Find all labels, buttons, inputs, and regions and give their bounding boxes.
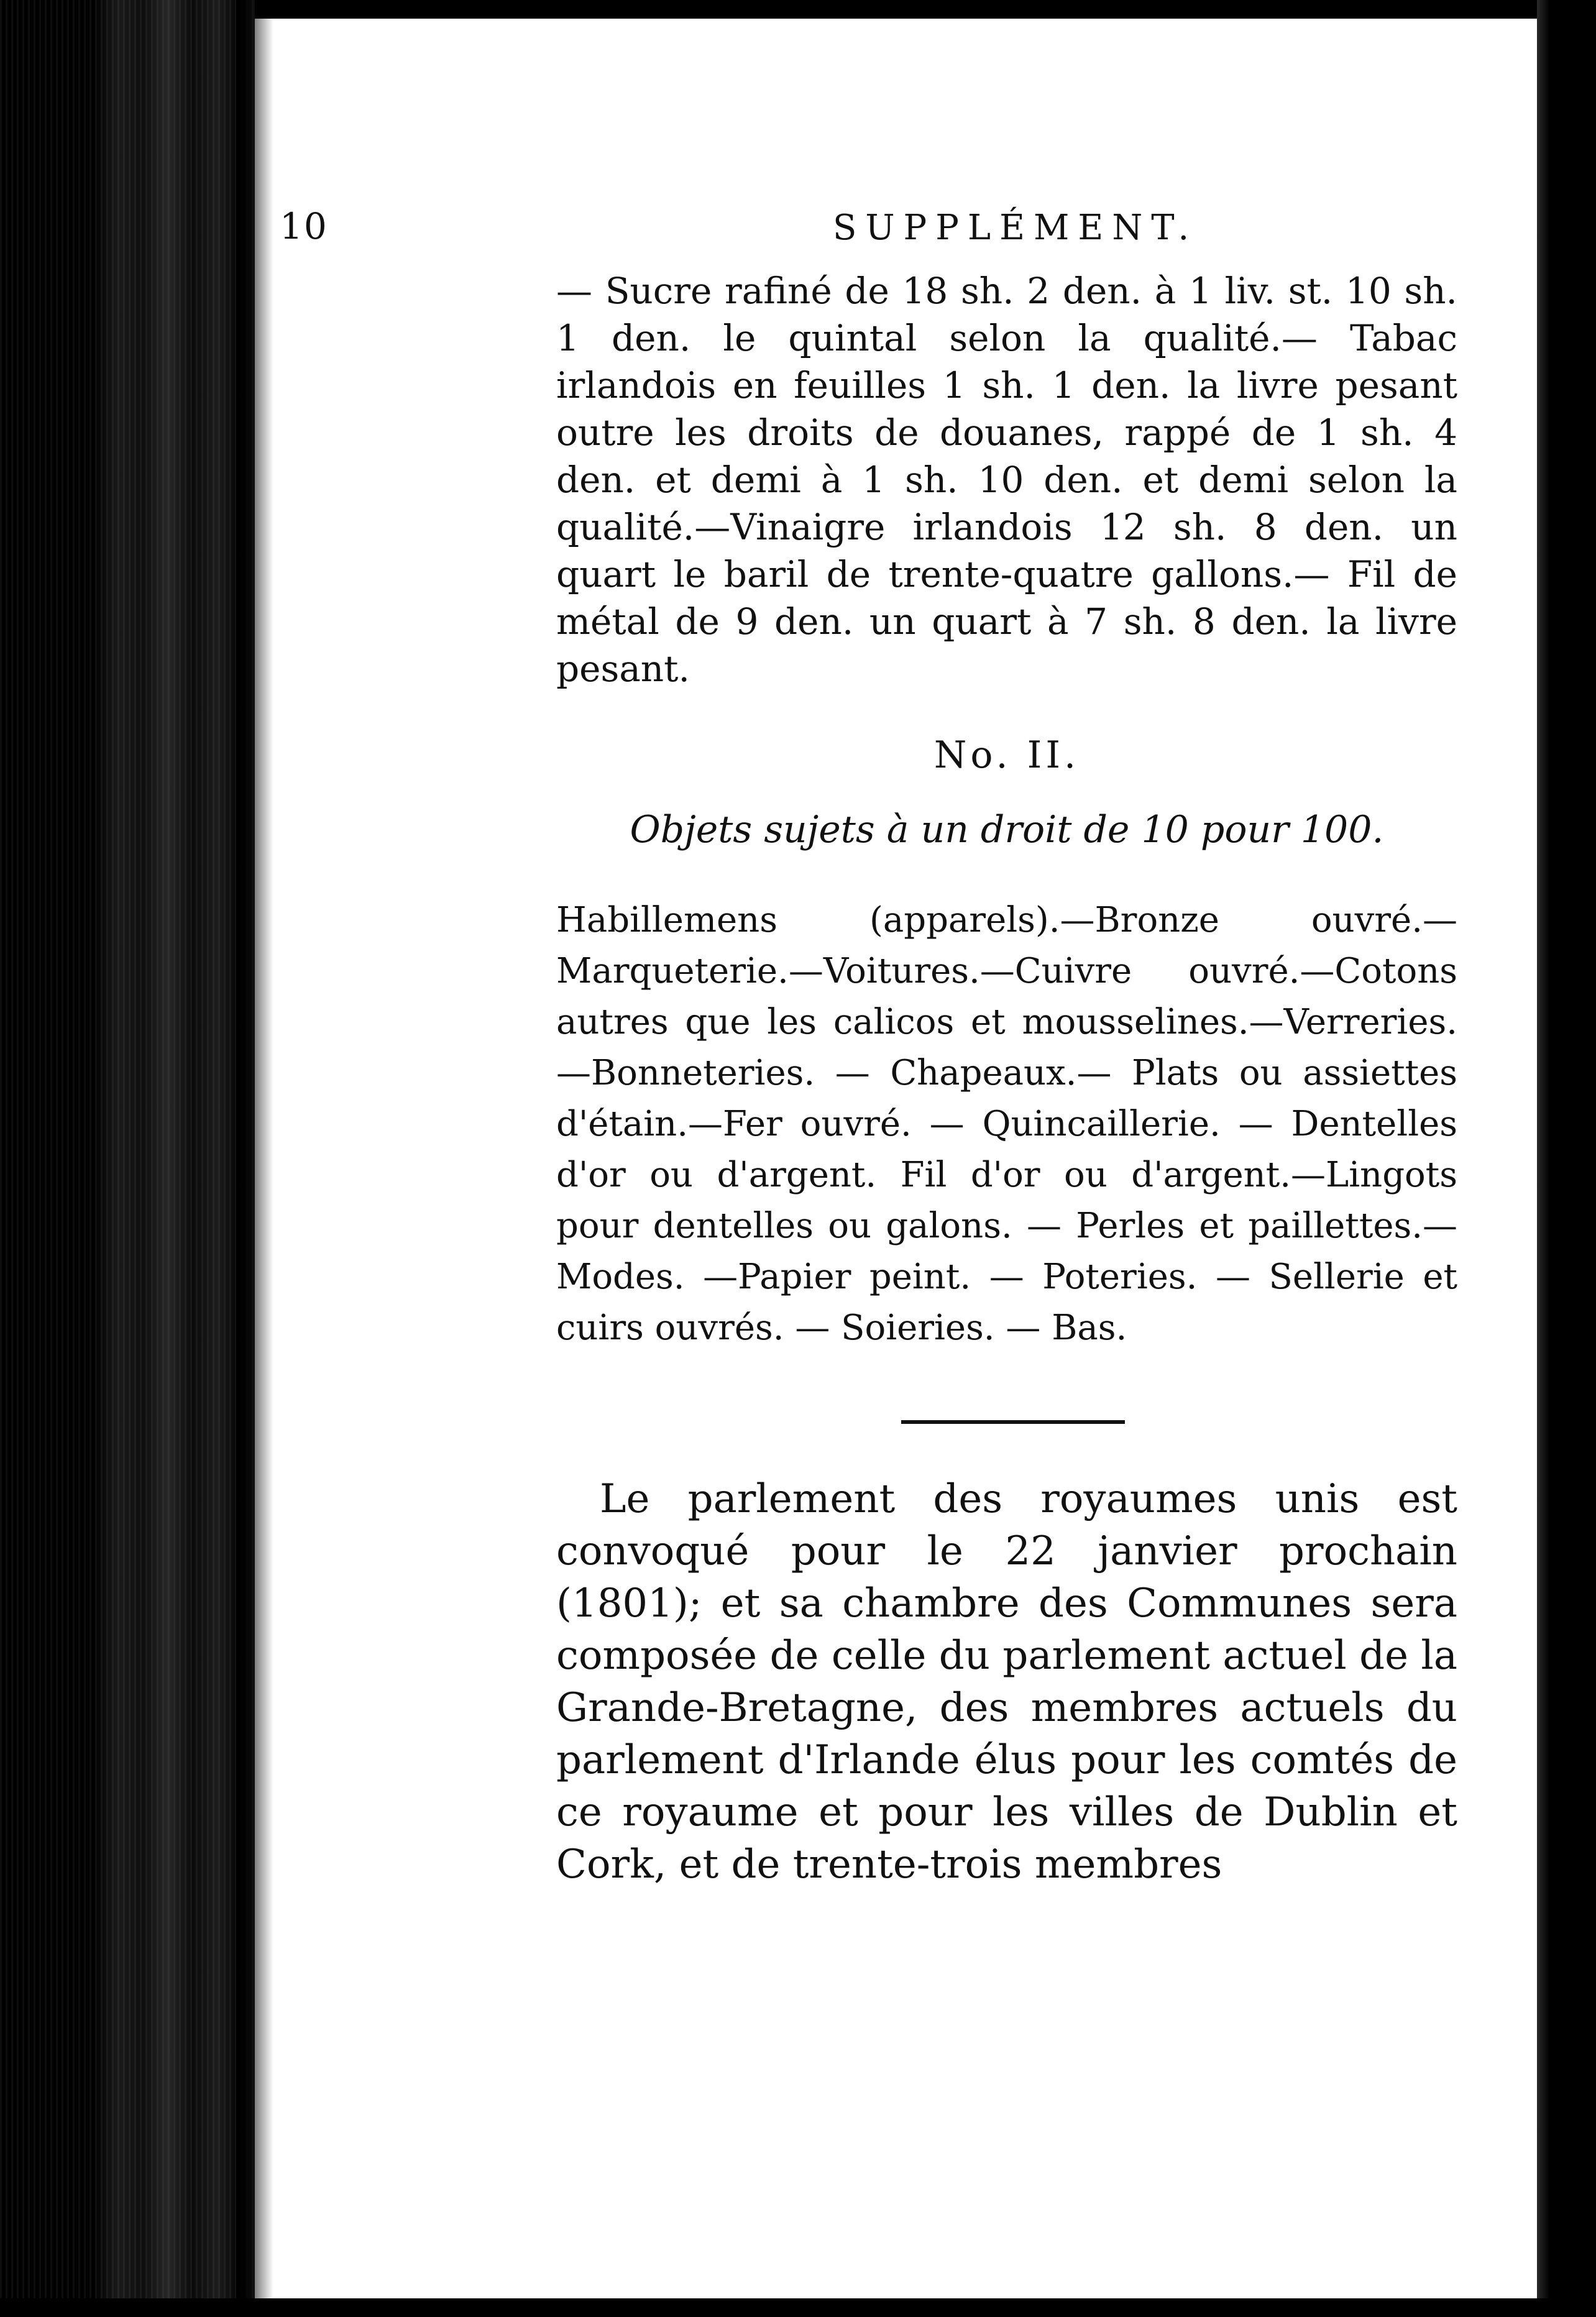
- running-title: SUPPLÉMENT.: [833, 208, 1198, 248]
- section-divider-rule: [901, 1420, 1125, 1424]
- running-head: [280, 205, 1461, 267]
- book-spine-edge: [0, 0, 255, 2317]
- scan-border-right: [1537, 0, 1596, 2317]
- paragraph-tariffs-continued: — Sucre rafiné de 18 sh. 2 den. à 1 liv. st. 10 sh. 1 den. le quintal selon la qualité.— Tabac irlandois en feuilles 1 sh. 1 den. la livre pesant outre les droits de douanes, rappé de 1 sh. 4 den. et demi à 1 sh. 10 den. et demi selon la qualité.—Vinaigre irlandois 12 sh. 8 den. un quart le baril de trente-quatre gallons.— Fil de métal de 9 den. un quart à 7 sh. 8 den. la livre pesant.: [556, 270, 1457, 690]
- paragraph-duty-items: Habillemens (apparels).—Bronze ouvré.—Marqueterie.—Voitures.—Cuivre ouvré.—Cotons autres que les calicos et mousselines.—Verreries.—Bonneteries. — Chapeaux.— Plats ou assiettes d'étain.—Fer ouvré. — Quincaillerie. — Dentelles d'or ou d'argent. Fil d'or ou d'argent.—Lingots pour dentelles ou galons. — Perles et paillettes.—Modes. —Papier peint. — Poteries. — Sellerie et cuirs ouvrés. — Soieries. — Bas.: [556, 900, 1457, 1348]
- section-number: No. II.: [933, 733, 1080, 777]
- spine-shadow: [236, 0, 273, 2317]
- section-caption: Objets sujets à un droit de 10 pour 100.: [630, 808, 1384, 851]
- paragraph-parliament: Le parlement des royaumes unis est convoqué pour le 22 janvier prochain (1801); et sa chambre des Communes sera composée de celle du parlement actuel de la Grande-Bretagne, des membres actuels du parlement d'Irlande élus pour les comtés de ce royaume et pour les villes de Dublin et Cork, et de trente-trois membres: [556, 1476, 1457, 1888]
- page-number: 10: [280, 205, 328, 247]
